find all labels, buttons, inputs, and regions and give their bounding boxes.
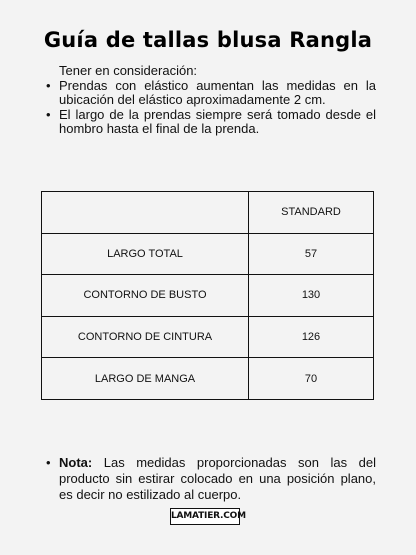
considerations-lead: Tener en consideración:: [59, 63, 198, 78]
brand-logo: LAMATIER.COM: [170, 508, 240, 525]
table-row: [42, 275, 374, 317]
consideration-item-length: • El largo de la prendas siempre será tomado desde el hombro hasta el final de la prenda.: [46, 108, 376, 137]
size-table: [41, 191, 374, 400]
measure-value: 130: [249, 275, 374, 317]
table-row: [42, 233, 374, 275]
measure-value: 57: [249, 233, 374, 275]
measure-label: CONTORNO DE CINTURA: [42, 316, 249, 358]
table-row: [42, 358, 374, 400]
table-row: [42, 316, 374, 358]
table-header-empty: [42, 192, 249, 234]
considerations-section: [46, 64, 376, 137]
note-label: Nota:: [59, 455, 93, 470]
footnote-item: [46, 455, 376, 503]
considerations-list: [46, 79, 376, 137]
measure-value: 70: [249, 358, 374, 400]
note-text: Las medidas proporcionadas son las del producto sin estirar colocado en una posición plano, es decir no estilizado al cuerpo.: [59, 455, 376, 502]
measure-label: LARGO TOTAL: [42, 233, 249, 275]
footnote-list: [46, 455, 376, 503]
footnote-section: [46, 455, 376, 503]
measure-value: 126: [249, 316, 374, 358]
measure-label: CONTORNO DE BUSTO: [42, 275, 249, 317]
table-header-standard: STANDARD: [249, 192, 374, 234]
page-title: Guía de tallas blusa Rangla: [43, 28, 373, 52]
table-header-row: [42, 192, 374, 234]
consideration-item-elastic: • Prendas con elástico aumentan las medidas en la ubicación del elástico aproximadamente 2 cm.: [46, 79, 376, 108]
measure-label: LARGO DE MANGA: [42, 358, 249, 400]
